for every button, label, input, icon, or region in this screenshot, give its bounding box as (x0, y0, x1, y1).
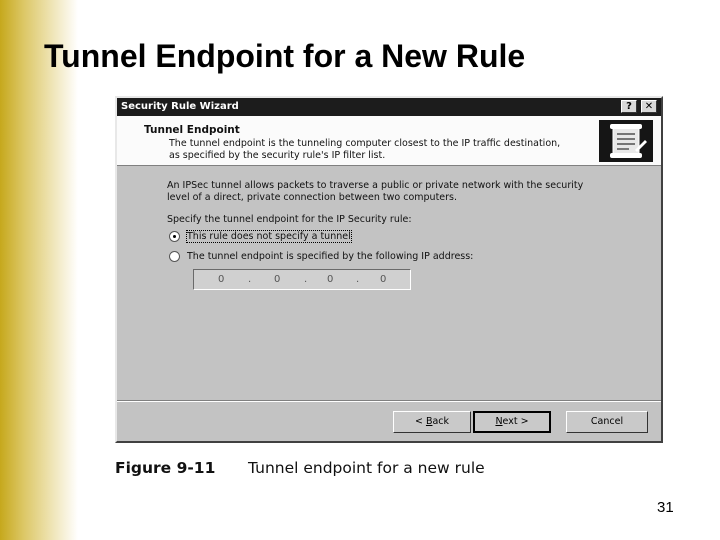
wizard-step-title: Tunnel Endpoint (144, 124, 240, 136)
back-prefix: < (414, 416, 426, 427)
ip-endpoint-option[interactable] (169, 250, 473, 263)
decorative-side-band (0, 0, 78, 540)
ip-octet-1[interactable]: 0 (218, 274, 225, 285)
radio-unselected[interactable] (169, 251, 180, 262)
back-button[interactable] (393, 411, 471, 433)
wizard-scroll-icon (599, 120, 653, 162)
ip-dot: . (248, 274, 252, 285)
figure-caption-text: Tunnel endpoint for a new rule (248, 459, 485, 477)
next-accelerator: N (495, 416, 503, 427)
figure-caption (115, 459, 485, 477)
dialog-title: Security Rule Wizard (121, 101, 239, 112)
help-button[interactable]: ? (621, 100, 637, 113)
ip-dot: . (304, 274, 308, 285)
close-button[interactable]: ✕ (641, 100, 657, 113)
description-line: The tunnel endpoint is the tunneling computer closest to the IP traffic destination, (169, 138, 561, 149)
button-divider (117, 400, 661, 402)
security-rule-wizard-dialog (115, 96, 663, 443)
ip-address-field[interactable] (193, 269, 411, 290)
no-tunnel-label[interactable]: This rule does not specify a tunnel (187, 231, 351, 242)
next-button[interactable] (473, 411, 551, 433)
page-number: 31 (657, 499, 674, 516)
ip-endpoint-label[interactable]: The tunnel endpoint is specified by the following IP address: (187, 251, 474, 262)
tunnel-intro-text (167, 180, 627, 204)
next-label: ext > (502, 416, 529, 427)
ip-octet-3[interactable]: 0 (327, 274, 334, 285)
intro-line: level of a direct, private connection between two computers. (167, 192, 458, 203)
dialog-titlebar (117, 98, 661, 116)
ip-dot: . (356, 274, 360, 285)
description-line: as specified by the security rule's IP filter list. (169, 150, 386, 161)
intro-line: An IPSec tunnel allows packets to traverse a public or private network with the security (167, 180, 584, 191)
wizard-step-description (169, 138, 599, 162)
specify-endpoint-label: Specify the tunnel endpoint for the IP Security rule: (167, 214, 412, 225)
no-tunnel-option[interactable] (169, 230, 351, 243)
back-accelerator: B (425, 416, 433, 427)
figure-number: Figure 9-11 (115, 459, 216, 477)
back-label: ack (432, 416, 450, 427)
ip-octet-2[interactable]: 0 (274, 274, 281, 285)
cancel-button[interactable]: Cancel (566, 411, 648, 433)
slide-title: Tunnel Endpoint for a New Rule (44, 38, 526, 74)
ip-octet-4[interactable]: 0 (380, 274, 387, 285)
radio-selected[interactable] (169, 231, 180, 242)
wizard-header (117, 116, 661, 166)
